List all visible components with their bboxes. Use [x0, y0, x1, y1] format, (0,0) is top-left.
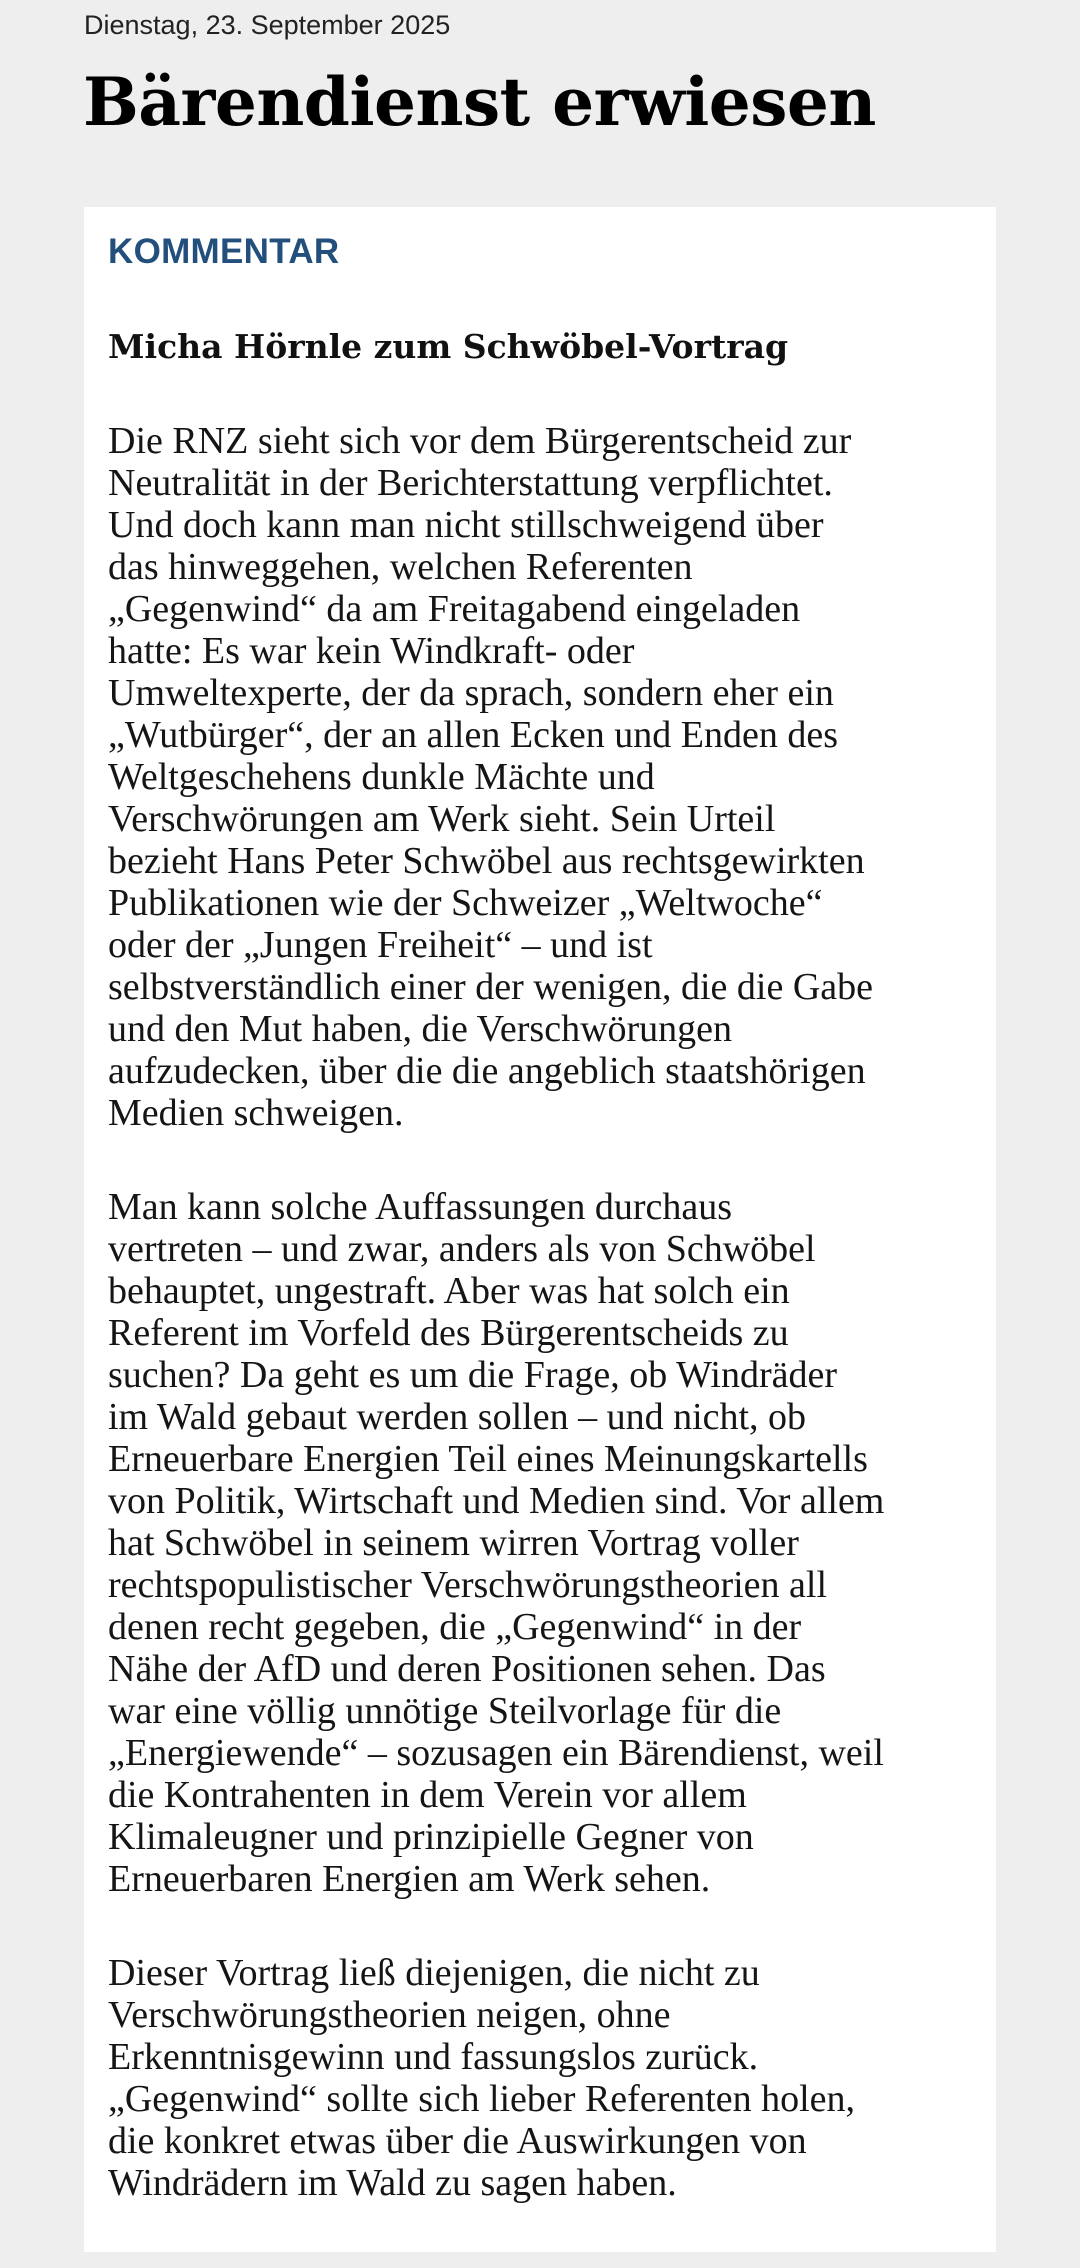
- text-line: hatte: Es war kein Windkraft- oder: [108, 630, 635, 672]
- text-line: Man kann solche Auffassungen durchaus: [108, 1186, 733, 1228]
- text-line: behauptet, ungestraft. Aber was hat solch ein: [108, 1270, 790, 1312]
- paragraph-3: [108, 1952, 988, 2204]
- text-line: „Gegenwind“ da am Freitagabend eingeladen: [108, 588, 801, 630]
- text-line: Erneuerbaren Energien am Werk sehen.: [108, 1858, 711, 1900]
- text-line: war eine völlig unnötige Steilvorlage für die: [108, 1690, 782, 1732]
- text-line: Weltgeschehens dunkle Mächte und: [108, 756, 655, 798]
- text-line: die konkret etwas über die Auswirkungen von: [108, 2120, 807, 2162]
- text-line: im Wald gebaut werden sollen – und nicht, ob: [108, 1396, 807, 1438]
- text-line: Erneuerbare Energien Teil eines Meinungskartells: [108, 1438, 868, 1480]
- text-line: selbstverständlich einer der wenigen, die die Gabe: [108, 966, 873, 1008]
- text-line: Verschwörungstheorien neigen, ohne: [108, 1994, 671, 2036]
- comment-subhead: Micha Hörnle zum Schwöbel-Vortrag: [108, 327, 789, 366]
- text-line: die Kontrahenten in dem Verein vor allem: [108, 1774, 747, 1816]
- text-line: Dieser Vortrag ließ diejenigen, die nicht zu: [108, 1952, 760, 1994]
- article-date: Dienstag, 23. September 2025: [84, 10, 451, 40]
- text-line: das hinweggehen, welchen Referenten: [108, 546, 693, 588]
- text-line: suchen? Da geht es um die Frage, ob Windräder: [108, 1354, 838, 1396]
- paragraph-1: [108, 420, 988, 1134]
- text-line: oder der „Jungen Freiheit“ – und ist: [108, 924, 653, 966]
- paragraph-2: [108, 1186, 988, 1900]
- text-line: Neutralität in der Berichterstattung verpflichtet.: [108, 462, 833, 504]
- text-line: Erkenntnisgewinn und fassungslos zurück.: [108, 2036, 759, 2078]
- text-line: Klimaleugner und prinzipielle Gegner von: [108, 1816, 754, 1858]
- text-line: von Politik, Wirtschaft und Medien sind. Vor allem: [108, 1480, 885, 1522]
- section-label: KOMMENTAR: [108, 232, 340, 271]
- article-headline: Bärendienst erwiesen: [83, 63, 876, 141]
- text-line: und den Mut haben, die Verschwörungen: [108, 1008, 733, 1050]
- text-line: „Wutbürger“, der an allen Ecken und Enden des: [108, 714, 839, 756]
- text-line: Publikationen wie der Schweizer „Weltwoche“: [108, 882, 823, 924]
- text-line: bezieht Hans Peter Schwöbel aus rechtsgewirkten: [108, 840, 865, 882]
- text-line: Die RNZ sieht sich vor dem Bürgerentscheid zur: [108, 420, 852, 462]
- text-line: Umweltexperte, der da sprach, sondern eher ein: [108, 672, 834, 714]
- text-line: Medien schweigen.: [108, 1092, 404, 1134]
- text-line: Nähe der AfD und deren Positionen sehen. Das: [108, 1648, 826, 1690]
- text-line: vertreten – und zwar, anders als von Schwöbel: [108, 1228, 816, 1270]
- text-line: aufzudecken, über die die angeblich staatshörigen: [108, 1050, 866, 1092]
- text-line: Referent im Vorfeld des Bürgerentscheids zu: [108, 1312, 789, 1354]
- text-line: Verschwörungen am Werk sieht. Sein Urteil: [108, 798, 776, 840]
- text-line: denen recht gegeben, die „Gegenwind“ in der: [108, 1606, 802, 1648]
- text-line: „Energiewende“ – sozusagen ein Bärendienst, weil: [108, 1732, 884, 1774]
- text-line: hat Schwöbel in seinem wirren Vortrag voller: [108, 1522, 799, 1564]
- text-line: „Gegenwind“ sollte sich lieber Referenten holen,: [108, 2078, 856, 2120]
- text-line: rechtspopulistischer Verschwörungstheorien all: [108, 1564, 828, 1606]
- text-line: Windrädern im Wald zu sagen haben.: [108, 2162, 677, 2204]
- comment-card: [84, 207, 996, 2252]
- text-line: Und doch kann man nicht stillschweigend über: [108, 504, 824, 546]
